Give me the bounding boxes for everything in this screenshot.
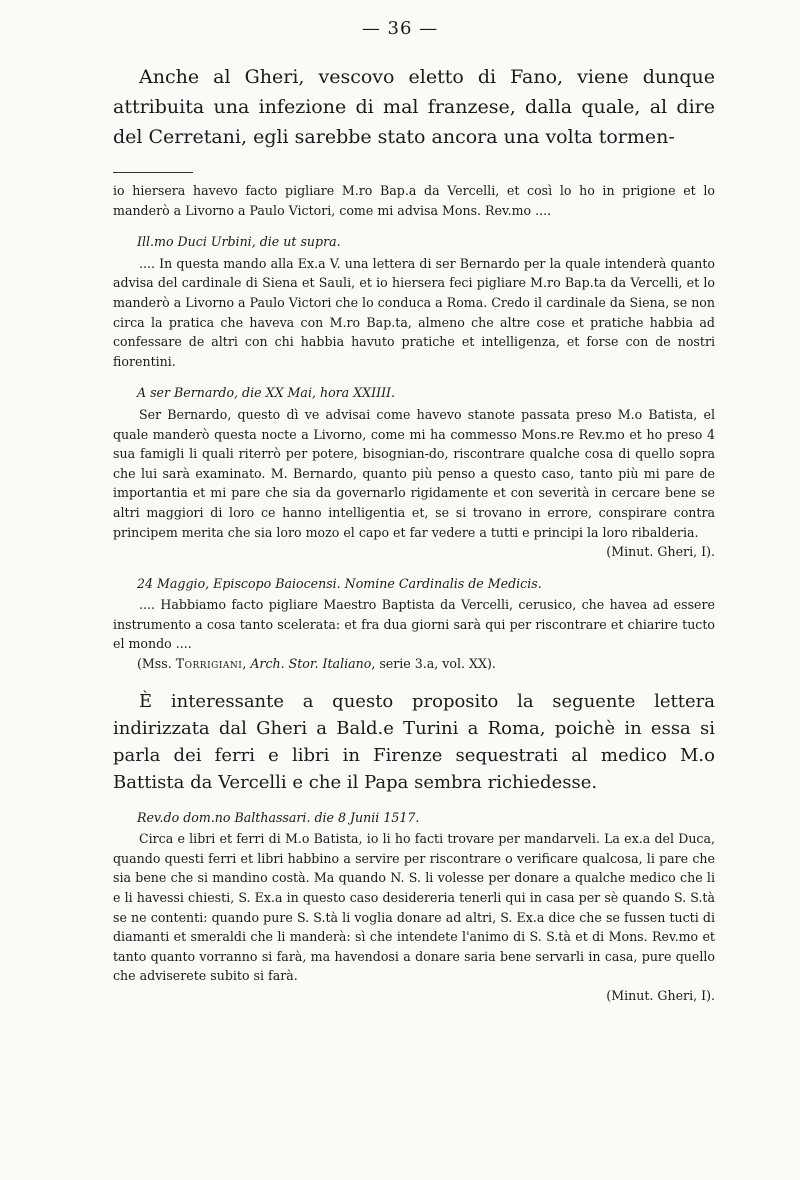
letter-text-ser-bernardo: Ser Bernardo, questo dì ve advisai come havevo stanote passata preso M.o Batista, el quale manderò questa nocte a Livorno, come mi ha commesso Mons.re Rev.mo et ho preso 4 sua famigli li quali riterrò per potere, bisognian-do, riscontrare qualche cosa di quello sopra che lui sarà examinato. M. Bernardo, quanto più penso a questo caso, tanto più mi pare de importantia et mi pare che sia da governarlo rigidamente et con severità in cercare bene se altri maggiori di loro ce hanno intelligentia et, se si trovano in errore, conspirare contra principem merita che sia loro mozo el capo et far vedere a tutti e principi la loro ribalderia.: [113, 406, 715, 540]
citation-torrigiani: (Mss. Torrigiani, Arch. Stor. Italiano, serie 3.a, vol. XX).: [137, 656, 496, 672]
footnote-continuation: io hiersera havevo facto pigliare M.ro Bap.a da Vercelli, et così lo ho in prigione et lo manderò a Livorno a Paulo Victori, come mi advisa Mons. Rev.mo ....: [113, 183, 715, 218]
letter-heading-duke-urbino: Ill.mo Duci Urbini, die ut supra.: [137, 234, 341, 250]
letter-heading-balthassari: Rev.do dom.no Balthassari. die 8 Junii 1517.: [137, 809, 420, 825]
citation-author: Torrigiani: [175, 656, 243, 672]
page-content: [113, 62, 715, 1006]
citation-prefix: (Mss.: [137, 656, 176, 672]
citation-journal: Arch. Stor. Italiano: [250, 656, 372, 672]
citation-balthassari: (Minut. Gheri, I).: [606, 988, 715, 1003]
letter-heading-episcopo-baiocensi: 24 Maggio, Episcopo Baiocensi. Nomine Cardinalis de Medicis.: [137, 575, 542, 591]
intro-paragraph: Anche al Gheri, vescovo eletto di Fano, viene dunque attribuita una infezione di mal franzese, dalla quale, al dire del Cerretani, egli sarebbe stato ancora una volta tormen-: [113, 66, 715, 148]
footnote-divider: [113, 172, 193, 173]
letter-text-duke-urbino: .... In questa mando alla Ex.a V. una lettera di ser Bernardo per la quale intenderà quanto advisa del cardinale di Siena et Sauli, et io hiersera feci pigliare M.ro Bap.ta da Vercelli, et lo manderò a Livorno a Paulo Victori che lo conduca a Roma. Credo il cardinale da Siena, se non circa la pratica che haveva con M.ro Bap.ta, almeno che altre cose et pratiche habbia ad confessare de altri con chi habbia havuto pratiche et intelligenza, et forse con de nostri fiorentini.: [113, 255, 715, 369]
page-number: — 36 —: [361, 18, 439, 39]
letter-text-episcopo-baiocensi: .... Habbiamo facto pigliare Maestro Baptista da Vercelli, cerusico, che havea ad essere instrumento a cosa tanto scelerata: et fra dua giorni sarà qui per riscontrare et chiarire tucto el mondo ....: [113, 597, 715, 652]
citation-suffix: , serie 3.a, vol. XX).: [371, 656, 496, 672]
letter-heading-ser-bernardo: A ser Bernardo, die XX Mai, hora XXIIII.: [137, 385, 396, 401]
letter-text-balthassari: Circa e libri et ferri di M.o Batista, io li ho facti trovare per mandarveli. La ex.a del Duca, quando questi ferri et libri habbino a servire per riscontrare o verificare qualcosa, li pare che sia bene che si mandino costà. Ma quando N. S. li volesse per donare a qualche medico che li e li havessi chiesti, S. Ex.a in questo caso desidereria tenerli qui in casa per sè quando S. S.tà se ne contenti: quando pure S. S.tà li voglia donare ad altri, S. Ex.a dice che se fussen tucti di diamanti et smeraldi che li manderà: sì che intendete l'animo di S. S.tà et di Mons. Rev.mo et tanto quanto vorranno si farà, ma havendosi a donare saria bene servarli in casa, pure quello che adviserete subito si farà.: [113, 831, 715, 984]
citation-ser-bernardo: (Minut. Gheri, I).: [606, 544, 715, 560]
middle-paragraph: È interessante a questo proposito la seguente lettera indirizzata dal Gheri a Bald.e Turini a Roma, poichè in essa si parla dei ferri e libri in Firenze sequestrati al medico M.o Battista da Vercelli e che il Papa sembra richiedesse.: [113, 690, 715, 793]
